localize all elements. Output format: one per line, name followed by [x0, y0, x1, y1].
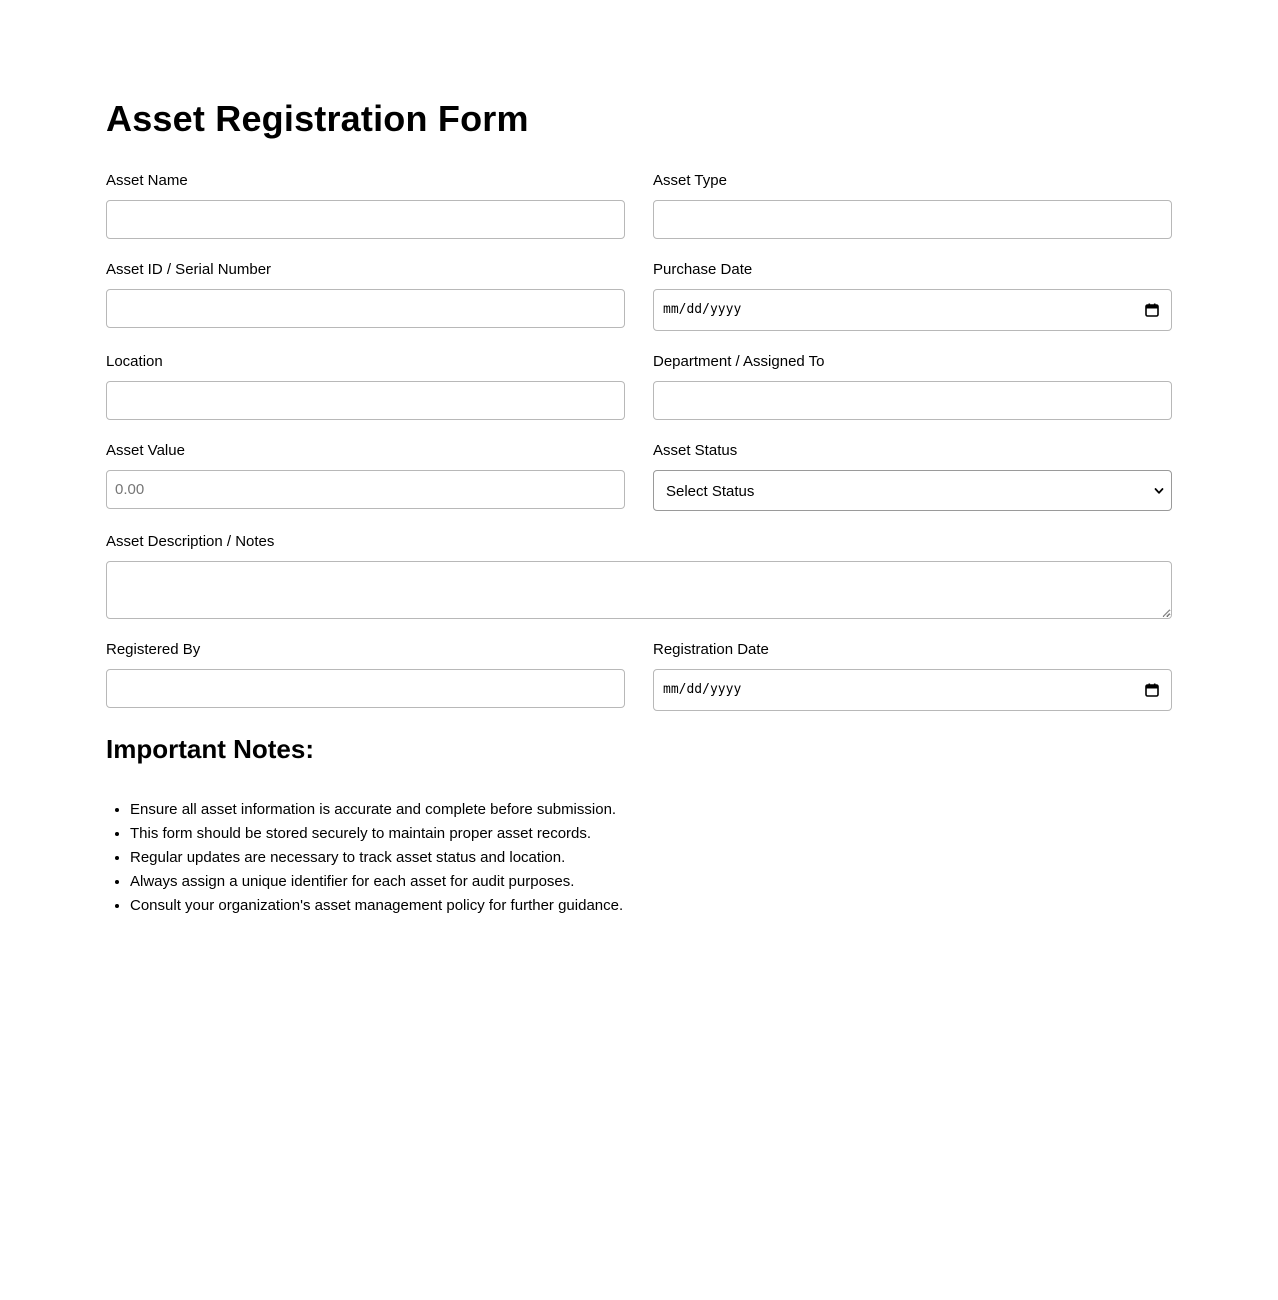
- registration-date-field: [653, 641, 1172, 697]
- asset-status-field: [653, 442, 1172, 500]
- description-label: Asset Description / Notes: [106, 533, 275, 550]
- purchase-date-field: [653, 261, 1172, 317]
- description-field: [106, 533, 1172, 551]
- notes-heading: Important Notes:: [106, 734, 314, 764]
- description-textarea[interactable]: [106, 561, 1172, 619]
- asset-status-selected: Select Status: [666, 483, 755, 500]
- registered-by-label: Registered By: [106, 641, 201, 658]
- asset-name-field: [106, 172, 625, 190]
- asset-id-field: [106, 261, 625, 279]
- calendar-icon[interactable]: [1145, 683, 1159, 697]
- asset-status-select[interactable]: [653, 470, 1172, 511]
- asset-value-field: [106, 442, 625, 460]
- purchase-date-placeholder: mm/dd/yyyy: [663, 302, 742, 317]
- registered-by-input[interactable]: [106, 669, 625, 708]
- registration-date-input[interactable]: [653, 669, 1172, 711]
- notes-list-item: • Regular updates are necessary to track asset status and location.: [130, 846, 1172, 870]
- location-input[interactable]: [106, 381, 625, 420]
- asset-id-input[interactable]: [106, 289, 625, 328]
- asset-status-label: Asset Status: [653, 442, 738, 459]
- purchase-date-input[interactable]: [653, 289, 1172, 331]
- registration-date-placeholder: mm/dd/yyyy: [663, 682, 742, 697]
- location-label: Location: [106, 353, 163, 370]
- asset-type-input[interactable]: [653, 200, 1172, 239]
- department-field: [653, 353, 1172, 371]
- asset-name-input[interactable]: [106, 200, 625, 239]
- chevron-down-icon: [1154, 486, 1164, 496]
- asset-name-label: Asset Name: [106, 172, 188, 189]
- notes-list-item: • Always assign a unique identifier for each asset for audit purposes.: [130, 870, 1172, 894]
- notes-list: [106, 798, 1172, 918]
- department-label: Department / Assigned To: [653, 353, 825, 370]
- asset-id-label: Asset ID / Serial Number: [106, 261, 272, 278]
- notes-list-item: • This form should be stored securely to maintain proper asset records.: [130, 822, 1172, 846]
- registration-date-label: Registration Date: [653, 641, 769, 658]
- asset-value-label: Asset Value: [106, 442, 185, 459]
- registered-by-field: [106, 641, 625, 659]
- notes-list-item: • Consult your organization's asset management policy for further guidance.: [130, 894, 1172, 918]
- department-input[interactable]: [653, 381, 1172, 420]
- calendar-icon[interactable]: [1145, 303, 1159, 317]
- asset-type-label: Asset Type: [653, 172, 727, 189]
- page-title: Asset Registration Form: [106, 98, 529, 139]
- notes-list-item: • Ensure all asset information is accurate and complete before submission.: [130, 798, 1172, 822]
- purchase-date-label: Purchase Date: [653, 261, 753, 278]
- asset-value-input[interactable]: [106, 470, 625, 509]
- location-field: [106, 353, 625, 371]
- asset-type-field: [653, 172, 1172, 190]
